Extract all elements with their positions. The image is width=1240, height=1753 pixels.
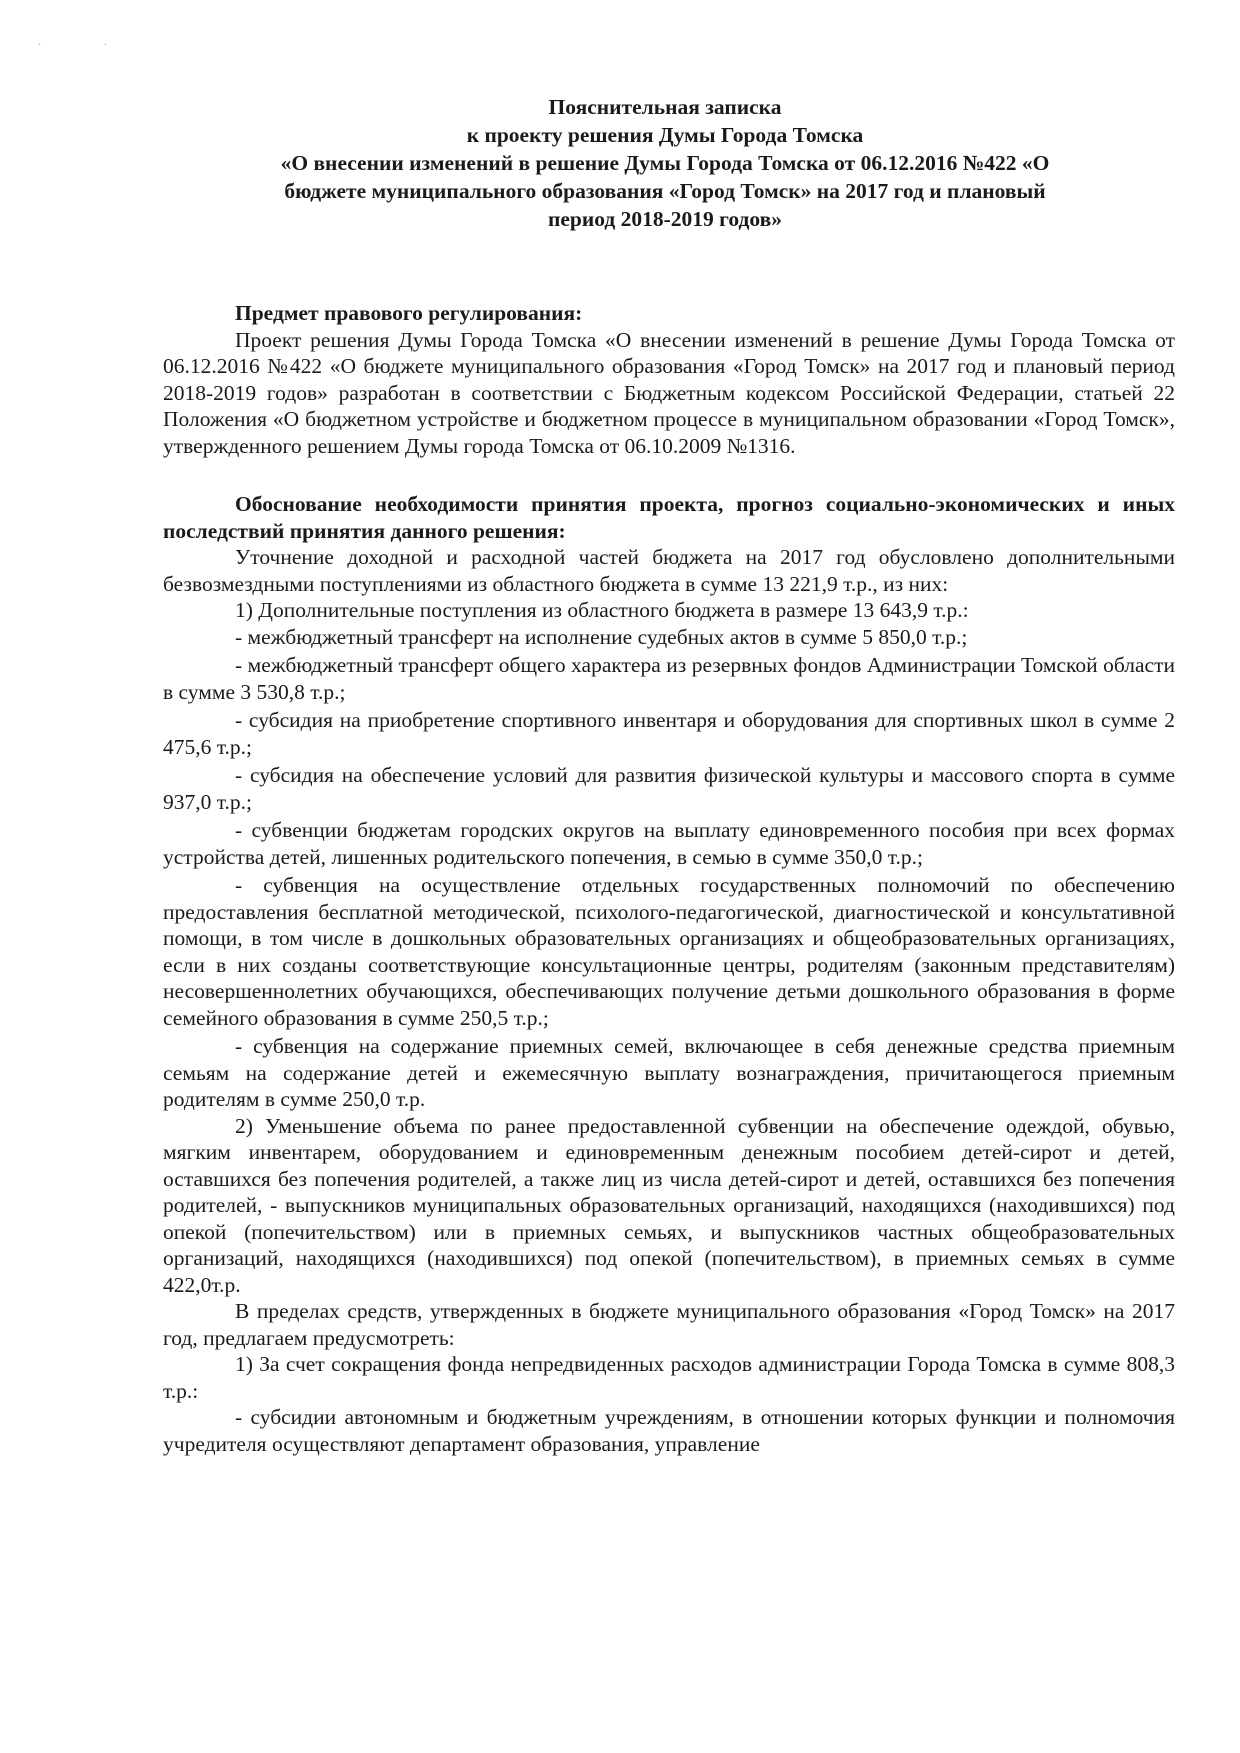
scan-specks: · ·: [38, 40, 138, 51]
list-item: - межбюджетный трансферт общего характера из резервных фондов Администрации Томской области в сумме 3 530,8 т.р.;: [163, 653, 1175, 704]
section-paragraph: Проект решения Думы Города Томска «О внесении изменений в решение Думы Города Томска от 06.12.2016 №422 «О бюджете муниципального образования «Город Томск» на 2017 год и плановый период 2018-2019 годов» разработан в соответствии с Бюджетным кодексом Российской Федерации, статьей 22 Положения «О бюджетном устройстве и бюджетном процессе в муниципальном образовании «Город Томск», утвержденного решением Думы города Томска от 06.10.2009 №1316.: [163, 327, 1175, 458]
list-item: - субвенции бюджетам городских округов на выплату единовременного пособия при всех формах устройства детей, лишенных родительского попечения, в семью в сумме 350,0 т.р.;: [163, 818, 1175, 869]
list-item: - субвенция на содержание приемных семей, включающее в себя денежные средства приемным семьям на содержание детей и ежемесячную выплату вознаграждения, причитающегося приемным родителям в сумме 250,0 т.р.: [163, 1034, 1175, 1111]
section-paragraph: Уточнение доходной и расходной частей бюджета на 2017 год обусловлено дополнительными безвозмездными поступлениями из областного бюджета в сумме 13 221,9 т.р., из них:: [163, 545, 1175, 596]
section-paragraph: В пределах средств, утвержденных в бюджете муниципального образования «Город Томск» на 2017 год, предлагаем предусмотреть:: [163, 1299, 1175, 1350]
title-line: к проекту решения Думы Города Томска: [466, 123, 864, 147]
title-line: бюджете муниципального образования «Город Томск» на 2017 год и плановый: [284, 179, 1046, 203]
list-item: - субсидия на приобретение спортивного инвентаря и оборудования для спортивных школ в сумме 2 475,6 т.р.;: [163, 708, 1175, 759]
title-line: период 2018-2019 годов»: [547, 207, 782, 231]
section-heading-subject: Предмет правового регулирования:: [235, 301, 583, 325]
title-line: «О внесении изменений в решение Думы Города Томска от 06.12.2016 №422 «О: [280, 151, 1050, 175]
list-item: - межбюджетный трансферт на исполнение судебных актов в сумме 5 850,0 т.р.;: [235, 624, 968, 649]
list-point: 1) За счет сокращения фонда непредвиденных расходов администрации Города Томска в сумме 808,3 т.р.:: [163, 1352, 1175, 1403]
document-body: [163, 300, 1175, 1457]
section-heading-rationale: Обоснование необходимости принятия проекта, прогноз социально-экономических и иных последствий принятия данного решения:: [163, 492, 1175, 543]
list-item: - субсидия на обеспечение условий для развития физической культуры и массового спорта в сумме 937,0 т.р.;: [163, 763, 1175, 814]
title-line: Пояснительная записка: [548, 95, 782, 119]
document-title: [150, 93, 1180, 233]
list-point: 1) Дополнительные поступления из областного бюджета в размере 13 643,9 т.р.:: [235, 598, 969, 622]
list-point: 2) Уменьшение объема по ранее предоставленной субвенции на обеспечение одеждой, обувью, мягким инвентарем, оборудованием и единовременным денежным пособием детей-сирот и детей, оставшихся без попечения родителей, а также лиц из числа детей-сирот и детей, оставшихся без попечения родителей, - выпускников муниципальных образовательных организаций, находящихся (находившихся) под опекой (попечительством) или в приемных семьях, и выпускников частных общеобразовательных организаций, находящихся (находившихся) под опекой (попечительством), в приемных семьях в сумме 422,0т.р.: [163, 1113, 1175, 1297]
list-item: - субсидии автономным и бюджетным учреждениям, в отношении которых функции и полномочия учредителя осуществляют департамент образования, управление: [163, 1405, 1175, 1456]
list-item: - субвенция на осуществление отдельных государственных полномочий по обеспечению предоставления бесплатной методической, психолого-педагогической, диагностической и консультативной помощи, в том числе в дошкольных образовательных организациях и общеобразовательных организациях, если в них созданы соответствующие консультационные центры, родителям (законным представителям) несовершеннолетних обучающихся, обеспечивающих получение детьми дошкольного образования в форме семейного образования в сумме 250,5 т.р.;: [163, 873, 1175, 1030]
